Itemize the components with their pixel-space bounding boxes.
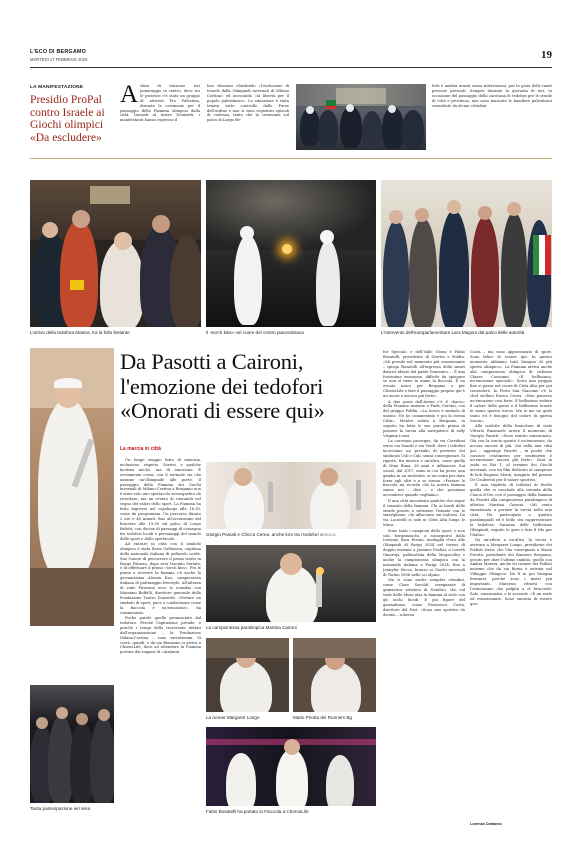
paper-name: L'ECO DI BERGAMO — [30, 49, 86, 55]
article-column-b — [383, 350, 465, 820]
byline: Lorenza Cattaneo — [470, 822, 502, 826]
article-column-c — [470, 350, 552, 820]
caption-longo: La runner Margaret Longo — [206, 715, 260, 720]
article-paragraph: Sono tanti i campioni dello sport, e non solo bergamaschi, a susseguirsi dalla torsione Sara Errani, medaglia d'oro alle Olimpiadi di Parigi 2024 nel torneo di doppio insieme a Jasmine Paolini; a Loveth Omoruyi, pallavolista della Megavolley e anche la campionessa olimpica con la nazionale italiana a Parigi 2024, fino a Jennyfer Succo, bronzo ai Giochi invernali di Torino 2006 nello sci alpino. — [383, 528, 465, 577]
side-dropcap: A — [120, 81, 139, 108]
caption-pasotti-cerea — [206, 532, 376, 537]
photo-bosatelli — [206, 727, 376, 806]
side-col3-text: lotti è andata avanti senza interruzioni, per la gioia delle tante persone presenti. Sempre durante la giornata di ieri, in occasione del passaggio della carovana di tedofori per le strade di città e provincia, non sono mancate le bandiere palestinesi sventolate da alcuni cittadini. — [432, 84, 552, 108]
masthead — [30, 49, 552, 73]
photo-caironi — [206, 545, 376, 622]
side-headline: Presidio ProPal contro Israele ai Giochi olimpici «Da escludere» — [30, 93, 105, 144]
photo-torch-kiss — [206, 180, 376, 327]
police-photo — [296, 84, 426, 150]
masthead-rule — [30, 67, 552, 68]
article-headline: Da Pasotti a Caironi, l'emozione dei tedofori «Onorati di essere qui» — [120, 349, 325, 423]
photo-arrival — [30, 180, 201, 327]
side-column-1 — [120, 81, 200, 123]
article-paragraph: La carovana prosegue, da via Corridoni verso via Suardi e via Verdi, dove i tedofori incrociano un presidio di protesta dei sindacati Usb e Cub, senza conseguenze. Si riparte, fra musica e un'altra, come quella di Nina Rima, 26 anni e influencer. Sui social, dal 2017, anno in cui ha perso una gamba in un incidente, si racconta per dare forza agli altri e a se stessa. «Portare la fiaccola mi ricorda che la nostra fiamma siamo noi – dice – e che possiamo accenderci quando vogliamo». — [383, 439, 465, 498]
side-col1-text: ttimi di tensione ieri pomeriggio in centro, dove tra le proteste c'è stato un gruppo di attivisti Pro Palestina, durante le cerimonie per il passaggio della Fiamma olimpica dalla città. Davanti al teatro Donizetti, i manifestanti hanno espresso il — [120, 84, 200, 123]
caption-pasotti-text: Giorgio Pasotti e Chicco Cerea, anche loro tra i tedofori — [206, 532, 319, 537]
article-paragraph: È una tripletta di tedofori di livello quella che si conclude alla rotonda della Conca d'Oro con il passaggio della fiamma da Pasotti alla campionessa paralimpica di atletica Martina Caironi. «Mi sento emozionata a portare la torcia nella mia città. Ho partecipato a quattro paralimpiadi ed è bello ora rappresentare la tedofora. Saranno delle bellissime Olimpiadi, seguite le gare e fate il tifo per l'Italia». — [470, 483, 552, 537]
side-kicker: LA MANIFESTAZIONE — [30, 85, 84, 90]
article-paragraph: A due passi dall'Arena c'è il «bacio» della Fiamma insieme a Paolo Cervini, ceo del gruppo Polifin. «La torcia è simbolo di unione. Ne ho commentato e poi la stessa Città». Mentre saluta a Bergamo, in seguito ha fatto le sue parole prima di passare la torcia alla navigatrice di rally Virginia Lenzi. — [383, 399, 465, 438]
side-column-2 — [207, 84, 289, 123]
article-paragraph: Un lungo viaggio fatto di amicizia, inclusione, rispetto. Sorrisi, e qualche lacrima anche, ma di emozione. È ovviamente corsa, con il normale via che assume un'Olimpiade alle porte. Il passaggio della Fiamma dei Giochi invernali di Milano-Cortina a Bergamo non è stato solo uno spettacolo scenografico da ricordare, ma un evento di comunità nel segno dei valori dello sport. La Fiamma ha fatto ingresso nel capoluogo alle 16.30, come da programma. Un percorso durato 2 ore e 40 minuti, fino all'accensione del braciere alle 19.30 sul palco di Largo Belotti, con decine di passaggi di consegna fra tedofori locali e personaggi del mondo dello sport e dello spettacolo. — [120, 458, 201, 541]
photo-pasotti-cerea — [206, 462, 376, 529]
side-column-3 — [432, 84, 552, 109]
caption-bosatelli: Fabio Bosatelli ha portato la Fiaccola a ChorusLife — [206, 809, 309, 814]
article-column-a — [120, 458, 201, 794]
article-paragraph: for Special» e dell'Valle Olona è Fabio Bosatelli, presidente di Gewiss e Polifin. «Mi prende nel momento più emozionante – spiega Bosatelli all'ingresso della smart district ideato dal padre Domenico –. È una fortissima emozione, difficile da spiegare se non si tiene in mano la fiaccola. È un evento unico per Bergamo e per ChorusLife e fare il passaggio proprio qui è un onore e ancora più forte». — [383, 350, 465, 399]
section-divider — [30, 158, 552, 159]
caption-caironi: La campionessa paralimpica Martina Caironi — [206, 625, 297, 630]
caption-crowd-night: Tanta partecipazione ieri sera — [30, 806, 91, 811]
article-paragraph: Alle scalette della funicolare di viale Vittorio Emanuele arriva il momento di Giorgio Pasotti. «Sono sentito emozionato. Già con la torcia spenta è un'emozione, da accesa ancora di più. Qui nella mia città poi – aggiunge Pasotti – in poche che conosce centimetro per centimetro è un'emozione ancora più forte». Sarà in onda su Rai 1, al termine dei Giochi invernali, con un film dedicato al campione di bob Eugenio Monti, insignito del premio De Coubertin per il valore sportivo. — [470, 424, 552, 483]
caption-torch-kiss: Il «torch kiss» nel cuore del centro piacentiniano — [206, 330, 305, 335]
article-paragraph: Da un'atleta a un'altra, la torcia è arrivata a Margaret Longo, presidente dei Podisti Ivrea, che l'ha consegnata a Mario Pirotta, presidente dei Runners Bergamo, pronto per dare l'ultimo cambio, quello con Ambra Matera, anche lei runner dei Podisti insieme che da via Borsa è entrata nel Villaggio Olimpico. Da lì in poi bisogna fermarsi, perché sono i metri più importanti. Materasi ritrarsi con l'entusiasmo che palpita a el braccialè: Sale, emozionata, e lo accende. «È un reale ed emozionante. Sono onorata di essere qui». — [470, 537, 552, 606]
caption-magoni: L'intervento dell'europarlamentare Lara Magoni dal palco delle autorità — [381, 330, 525, 335]
photo-crowd-night — [30, 685, 114, 803]
caption-pirotta: Mario Pirotta dei Runners Bg — [293, 715, 352, 720]
photo-credit: BEDOLIS — [319, 533, 336, 537]
caption-arrival: L'arrivo della tedofora Matera, tra la folla festante — [30, 330, 130, 335]
article-paragraph: Costa – ma sono appassionato di sport. Sono felice di essere qui. In questo momento abbiamo tutti bisogno di più spirito olimpico». La Fiamma arriva anche alla campionessa olimpica di ciclismo Chiara Consonni. «È bellissimo, un'emozione speciale». Sotto una pioggia fine si passa nel cuore di Città Alta per poi riscendere. In Porta San Giacomo c'è lo chef stellato Enrico Cerea. «Non pensavo un'emozione così forte. È bellissimo vedere il calore della gente e il bellissimo tenere in mano questa torcia. Ma io me ne godo tanto ed è bisogno del calore di questa torcia». — [470, 350, 552, 423]
photo-magoni — [381, 180, 552, 327]
article-paragraph: Il una città incontrata qualche che segue il transito della fiamma. Chi ai bordi delle strade pronto a catturare l'istante con lo smartphone, chi affacciato sui balconi. Da via Locatelli si sale in Città Alta lungo le Mura. — [383, 498, 465, 528]
photo-galbusera — [30, 348, 114, 626]
photo-pirotta — [293, 638, 376, 712]
page-number: 19 — [541, 49, 552, 61]
issue-date: MARTEDÌ 17 FEBBRAIO 2026 — [30, 57, 88, 62]
article-kicker: La marcia in città — [120, 446, 161, 452]
article-paragraph: Poche parole quelle pronunciate dal tedoforo. Perché l'agitazione prende, e perché i tempi della traversata dettati dall'organizzazione – la Fondazione Milano-Cortina – sono serratissimi. Si corre, quindi, e da via Bianzano si arriva a ChorusLife, dove ad attendere la Fiamma portata dai ragazzi di «Atalanta — [120, 616, 201, 655]
side-col2-text: loro dissenso chiedendo «l'esclusione di Israele dalle Olimpiadi invernali di Milano Cortina» ed invocando «la libertà per il popolo palestinese». La situazione è stata tenuta sotto controllo dalle Forze dell'ordine e non si sono registrati episodi di violenza, tanto che la cerimonia sul palco di Largo Be- — [207, 84, 289, 123]
article-paragraph: Ma ci sono anche semplici cittadini, come Clara Savoldi, insegnante di ginnastica artistica di Nembro, che sul viale delle Mura alza la fiamma al cielo con gli occhi lucidi. E poi figure del giornalismo, come Francesco Costa, direttore del Post. «Sono uno sportivo da divano – scherza — [383, 578, 465, 617]
photo-longo — [206, 638, 289, 712]
article-paragraph: Ad entrare in città con il simbolo olimpico è stata Ilaria Galbusera, capitana della nazionale italiana di pallavolo sorde. Sue l'onore di percorrere il primo tratto in Borgo Palazzo, dopo aver lasciato Seriate, e di effettuare il primo «torch kiss». Fra le prime a ricevere la fiamma c'è anche la giovanissima Alessia Rao, campionessa italiana di pattinaggio freestyle. All'altezza di viale Pirovano ecco lo scambio con Massimo Boffelli, direttore generale della Fondazione Teatro Donizetti. «Portare un simbolo di sport, pace e condivisione come la fiaccola è un'emozione», ha commentato. — [120, 541, 201, 615]
